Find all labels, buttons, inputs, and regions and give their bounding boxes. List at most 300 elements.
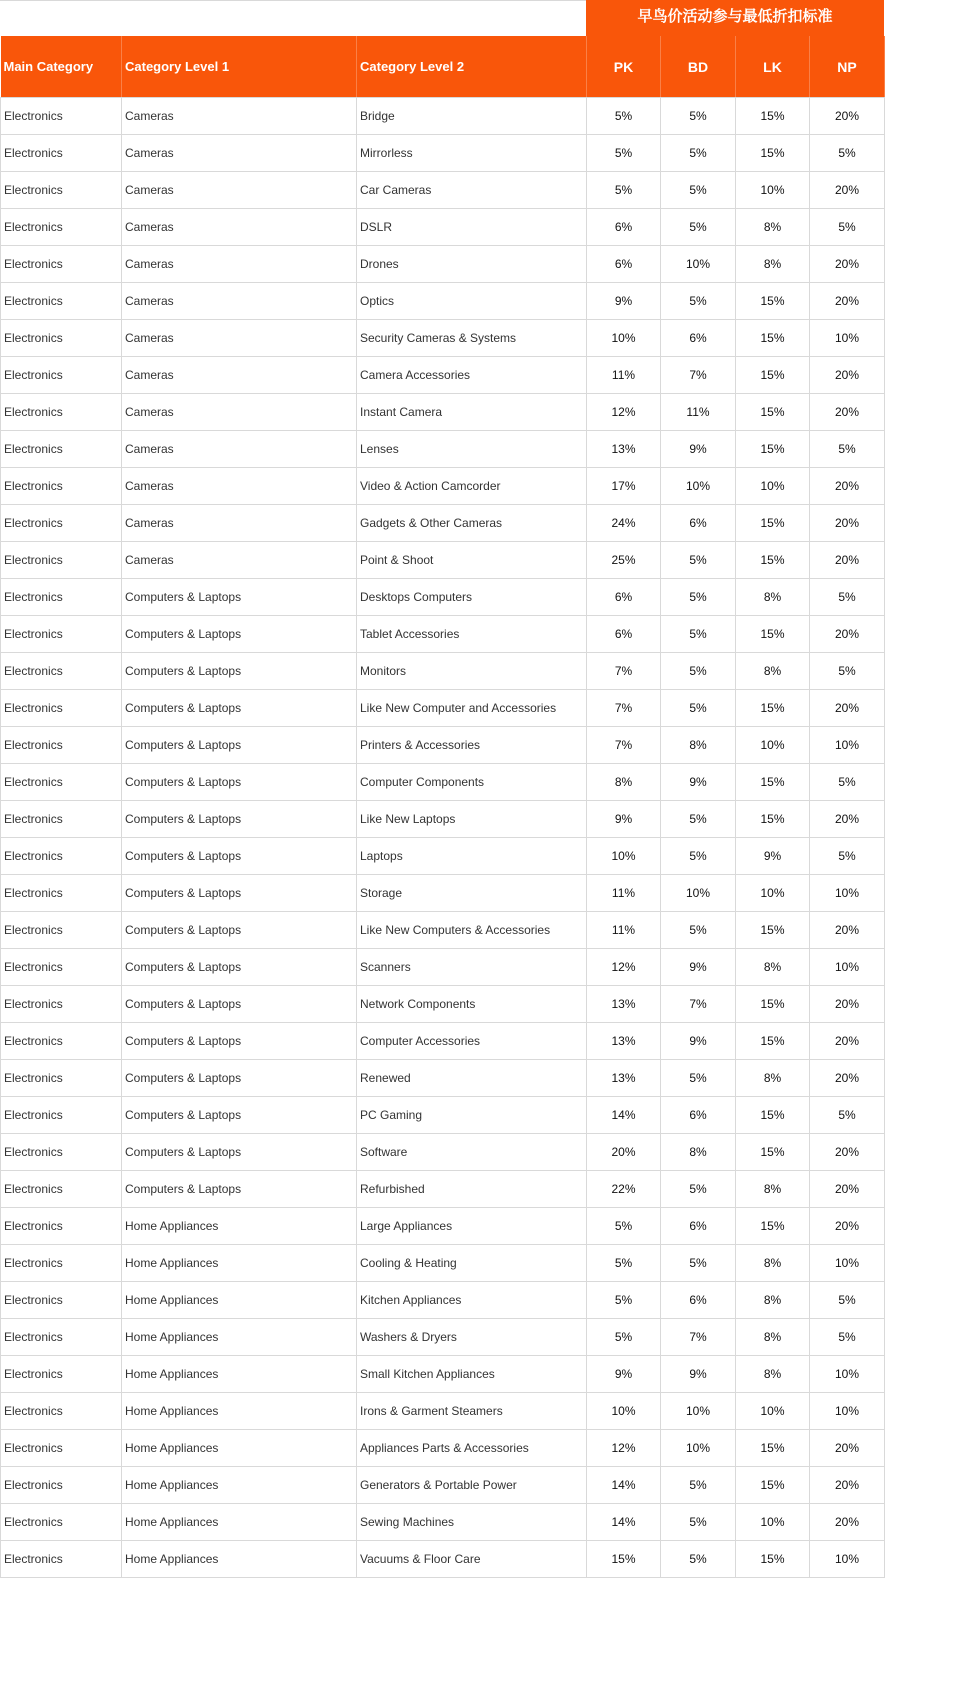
lk-cell: 10% <box>736 1504 810 1541</box>
category-level-1-cell: Computers & Laptops <box>122 912 357 949</box>
pk-cell: 6% <box>587 209 661 246</box>
lk-cell: 10% <box>736 1393 810 1430</box>
category-level-1-cell: Computers & Laptops <box>122 616 357 653</box>
category-level-1-cell: Cameras <box>122 98 357 135</box>
np-cell: 5% <box>810 135 885 172</box>
category-level-2-cell: Car Cameras <box>357 172 587 209</box>
category-level-1-cell: Cameras <box>122 431 357 468</box>
category-level-1-cell: Cameras <box>122 283 357 320</box>
bd-cell: 5% <box>661 838 736 875</box>
np-cell: 5% <box>810 838 885 875</box>
lk-cell: 15% <box>736 1023 810 1060</box>
lk-cell: 8% <box>736 209 810 246</box>
category-level-1-cell: Cameras <box>122 394 357 431</box>
table-row <box>1 209 885 246</box>
category-level-2-cell: Renewed <box>357 1060 587 1097</box>
bd-cell: 5% <box>661 1504 736 1541</box>
bd-cell: 6% <box>661 1282 736 1319</box>
table-row <box>1 838 885 875</box>
pk-cell: 10% <box>587 1393 661 1430</box>
discount-standard-header: 早鸟价活动参与最低折扣标准 <box>586 0 884 36</box>
main-category-cell: Electronics <box>1 838 122 875</box>
pk-cell: 5% <box>587 1319 661 1356</box>
main-category-cell: Electronics <box>1 1504 122 1541</box>
main-category-cell: Electronics <box>1 986 122 1023</box>
np-cell: 20% <box>810 394 885 431</box>
table-row <box>1 1245 885 1282</box>
table-row <box>1 468 885 505</box>
discount-table <box>0 36 885 1578</box>
bd-cell: 6% <box>661 1097 736 1134</box>
category-level-1-cell: Home Appliances <box>122 1282 357 1319</box>
pk-cell: 7% <box>587 690 661 727</box>
bd-cell: 5% <box>661 579 736 616</box>
np-cell: 20% <box>810 542 885 579</box>
main-category-cell: Electronics <box>1 283 122 320</box>
bd-cell: 7% <box>661 986 736 1023</box>
bd-cell: 5% <box>661 690 736 727</box>
np-cell: 20% <box>810 468 885 505</box>
category-level-2-cell: Desktops Computers <box>357 579 587 616</box>
np-cell: 20% <box>810 616 885 653</box>
pk-cell: 13% <box>587 1060 661 1097</box>
np-cell: 20% <box>810 283 885 320</box>
lk-cell: 8% <box>736 653 810 690</box>
pk-cell: 25% <box>587 542 661 579</box>
lk-cell: 15% <box>736 431 810 468</box>
pk-cell: 5% <box>587 98 661 135</box>
np-cell: 5% <box>810 579 885 616</box>
main-category-cell: Electronics <box>1 1467 122 1504</box>
table-row <box>1 616 885 653</box>
lk-cell: 15% <box>736 1134 810 1171</box>
category-level-2-cell: Printers & Accessories <box>357 727 587 764</box>
main-category-cell: Electronics <box>1 1541 122 1578</box>
category-level-2-cell: Monitors <box>357 653 587 690</box>
table-row <box>1 579 885 616</box>
main-category-cell: Electronics <box>1 1171 122 1208</box>
pk-cell: 5% <box>587 1282 661 1319</box>
pk-cell: 12% <box>587 394 661 431</box>
main-category-cell: Electronics <box>1 1060 122 1097</box>
pk-cell: 15% <box>587 1541 661 1578</box>
lk-cell: 8% <box>736 1171 810 1208</box>
lk-cell: 10% <box>736 468 810 505</box>
lk-cell: 15% <box>736 986 810 1023</box>
bd-cell: 6% <box>661 320 736 357</box>
category-level-1-cell: Cameras <box>122 542 357 579</box>
main-category-cell: Electronics <box>1 246 122 283</box>
np-cell: 10% <box>810 727 885 764</box>
category-level-1-cell: Home Appliances <box>122 1245 357 1282</box>
category-level-2-cell: Security Cameras & Systems <box>357 320 587 357</box>
main-category-cell: Electronics <box>1 98 122 135</box>
bd-cell: 10% <box>661 875 736 912</box>
bd-cell: 10% <box>661 246 736 283</box>
table-row <box>1 912 885 949</box>
category-level-2-cell: Like New Computer and Accessories <box>357 690 587 727</box>
category-level-2-cell: Gadgets & Other Cameras <box>357 505 587 542</box>
category-level-1-cell: Home Appliances <box>122 1319 357 1356</box>
lk-cell: 8% <box>736 1319 810 1356</box>
category-level-2-cell: Computer Components <box>357 764 587 801</box>
lk-cell: 8% <box>736 1060 810 1097</box>
category-level-1-cell: Computers & Laptops <box>122 1171 357 1208</box>
main-category-cell: Electronics <box>1 357 122 394</box>
lk-cell: 15% <box>736 1208 810 1245</box>
category-level-2-cell: Computer Accessories <box>357 1023 587 1060</box>
table-row <box>1 1097 885 1134</box>
table-row <box>1 98 885 135</box>
pk-cell: 20% <box>587 1134 661 1171</box>
main-category-cell: Electronics <box>1 727 122 764</box>
pk-cell: 10% <box>587 320 661 357</box>
category-level-1-cell: Computers & Laptops <box>122 653 357 690</box>
bd-cell: 5% <box>661 172 736 209</box>
category-level-1-cell: Computers & Laptops <box>122 727 357 764</box>
category-level-1-cell: Cameras <box>122 357 357 394</box>
category-level-2-cell: Washers & Dryers <box>357 1319 587 1356</box>
bd-cell: 5% <box>661 801 736 838</box>
category-level-2-cell: Lenses <box>357 431 587 468</box>
category-level-2-cell: Bridge <box>357 98 587 135</box>
np-cell: 5% <box>810 764 885 801</box>
category-level-2-cell: DSLR <box>357 209 587 246</box>
table-row <box>1 542 885 579</box>
pk-cell: 13% <box>587 431 661 468</box>
category-level-2-cell: PC Gaming <box>357 1097 587 1134</box>
pk-cell: 5% <box>587 1208 661 1245</box>
np-cell: 5% <box>810 209 885 246</box>
category-level-1-cell: Computers & Laptops <box>122 986 357 1023</box>
lk-cell: 15% <box>736 357 810 394</box>
category-level-2-cell: Instant Camera <box>357 394 587 431</box>
table-row <box>1 653 885 690</box>
np-cell: 5% <box>810 431 885 468</box>
np-cell: 10% <box>810 1393 885 1430</box>
category-level-1-cell: Home Appliances <box>122 1430 357 1467</box>
main-category-cell: Electronics <box>1 1393 122 1430</box>
category-level-1-cell: Home Appliances <box>122 1208 357 1245</box>
category-level-1-cell: Computers & Laptops <box>122 690 357 727</box>
main-category-cell: Electronics <box>1 1245 122 1282</box>
category-level-2-cell: Large Appliances <box>357 1208 587 1245</box>
lk-cell: 15% <box>736 1541 810 1578</box>
category-level-1-cell: Computers & Laptops <box>122 1023 357 1060</box>
lk-cell: 15% <box>736 98 810 135</box>
pk-cell: 5% <box>587 135 661 172</box>
bd-cell: 5% <box>661 135 736 172</box>
main-category-cell: Electronics <box>1 764 122 801</box>
category-level-1-cell: Computers & Laptops <box>122 579 357 616</box>
np-cell: 20% <box>810 912 885 949</box>
table-row <box>1 949 885 986</box>
np-cell: 20% <box>810 1023 885 1060</box>
bd-cell: 9% <box>661 1356 736 1393</box>
bd-cell: 10% <box>661 468 736 505</box>
header-row <box>1 36 885 98</box>
main-category-cell: Electronics <box>1 1097 122 1134</box>
pk-cell: 17% <box>587 468 661 505</box>
main-category-cell: Electronics <box>1 320 122 357</box>
table-row <box>1 764 885 801</box>
pk-cell: 5% <box>587 1245 661 1282</box>
table-row <box>1 986 885 1023</box>
np-cell: 10% <box>810 1245 885 1282</box>
category-level-2-cell: Laptops <box>357 838 587 875</box>
np-cell: 20% <box>810 172 885 209</box>
np-cell: 20% <box>810 246 885 283</box>
pk-cell: 14% <box>587 1504 661 1541</box>
table-row <box>1 172 885 209</box>
lk-cell: 15% <box>736 1097 810 1134</box>
main-category-cell: Electronics <box>1 912 122 949</box>
table-row <box>1 1430 885 1467</box>
lk-cell: 10% <box>736 875 810 912</box>
np-cell: 20% <box>810 986 885 1023</box>
category-level-2-cell: Like New Laptops <box>357 801 587 838</box>
main-category-cell: Electronics <box>1 394 122 431</box>
category-level-1-cell: Computers & Laptops <box>122 1097 357 1134</box>
bd-cell: 6% <box>661 505 736 542</box>
category-level-2-cell: Like New Computers & Accessories <box>357 912 587 949</box>
bd-cell: 9% <box>661 1023 736 1060</box>
category-level-2-cell: Video & Action Camcorder <box>357 468 587 505</box>
lk-cell: 15% <box>736 616 810 653</box>
table-row <box>1 357 885 394</box>
col-category-level-2: Category Level 2 <box>357 36 587 98</box>
main-category-cell: Electronics <box>1 542 122 579</box>
category-level-2-cell: Network Components <box>357 986 587 1023</box>
col-lk: LK <box>736 36 810 98</box>
category-level-1-cell: Computers & Laptops <box>122 1060 357 1097</box>
lk-cell: 15% <box>736 801 810 838</box>
main-category-cell: Electronics <box>1 1023 122 1060</box>
category-level-1-cell: Computers & Laptops <box>122 875 357 912</box>
category-level-2-cell: Sewing Machines <box>357 1504 587 1541</box>
category-level-2-cell: Drones <box>357 246 587 283</box>
pk-cell: 5% <box>587 172 661 209</box>
table-row <box>1 1282 885 1319</box>
lk-cell: 8% <box>736 1282 810 1319</box>
lk-cell: 10% <box>736 172 810 209</box>
bd-cell: 8% <box>661 727 736 764</box>
main-category-cell: Electronics <box>1 801 122 838</box>
category-level-2-cell: Irons & Garment Steamers <box>357 1393 587 1430</box>
category-level-1-cell: Home Appliances <box>122 1504 357 1541</box>
main-category-cell: Electronics <box>1 172 122 209</box>
table-row <box>1 135 885 172</box>
table-row <box>1 1467 885 1504</box>
category-level-2-cell: Tablet Accessories <box>357 616 587 653</box>
bd-cell: 11% <box>661 394 736 431</box>
table-row <box>1 1319 885 1356</box>
category-level-1-cell: Cameras <box>122 468 357 505</box>
main-category-cell: Electronics <box>1 616 122 653</box>
pk-cell: 12% <box>587 1430 661 1467</box>
category-level-1-cell: Cameras <box>122 505 357 542</box>
col-pk: PK <box>587 36 661 98</box>
lk-cell: 15% <box>736 1467 810 1504</box>
col-np: NP <box>810 36 885 98</box>
pk-cell: 8% <box>587 764 661 801</box>
lk-cell: 15% <box>736 283 810 320</box>
bd-cell: 10% <box>661 1393 736 1430</box>
main-category-cell: Electronics <box>1 1430 122 1467</box>
pk-cell: 9% <box>587 1356 661 1393</box>
pk-cell: 22% <box>587 1171 661 1208</box>
table-row <box>1 394 885 431</box>
pk-cell: 11% <box>587 912 661 949</box>
category-level-1-cell: Computers & Laptops <box>122 1134 357 1171</box>
pk-cell: 11% <box>587 875 661 912</box>
pk-cell: 24% <box>587 505 661 542</box>
category-level-2-cell: Storage <box>357 875 587 912</box>
bd-cell: 5% <box>661 1245 736 1282</box>
main-category-cell: Electronics <box>1 949 122 986</box>
bd-cell: 5% <box>661 1541 736 1578</box>
pk-cell: 6% <box>587 616 661 653</box>
pk-cell: 13% <box>587 986 661 1023</box>
pk-cell: 6% <box>587 579 661 616</box>
bd-cell: 5% <box>661 1060 736 1097</box>
np-cell: 20% <box>810 1430 885 1467</box>
main-category-cell: Electronics <box>1 1282 122 1319</box>
table-row <box>1 431 885 468</box>
bd-cell: 5% <box>661 542 736 579</box>
lk-cell: 15% <box>736 690 810 727</box>
bd-cell: 5% <box>661 209 736 246</box>
lk-cell: 10% <box>736 727 810 764</box>
pk-cell: 13% <box>587 1023 661 1060</box>
col-category-level-1: Category Level 1 <box>122 36 357 98</box>
np-cell: 10% <box>810 875 885 912</box>
table-row <box>1 283 885 320</box>
table-row <box>1 320 885 357</box>
np-cell: 20% <box>810 1467 885 1504</box>
category-level-1-cell: Computers & Laptops <box>122 764 357 801</box>
top-divider <box>0 0 586 1</box>
lk-cell: 8% <box>736 949 810 986</box>
main-category-cell: Electronics <box>1 653 122 690</box>
category-level-2-cell: Appliances Parts & Accessories <box>357 1430 587 1467</box>
bd-cell: 7% <box>661 357 736 394</box>
main-category-cell: Electronics <box>1 875 122 912</box>
lk-cell: 8% <box>736 246 810 283</box>
main-category-cell: Electronics <box>1 209 122 246</box>
np-cell: 20% <box>810 801 885 838</box>
pk-cell: 7% <box>587 653 661 690</box>
category-level-2-cell: Kitchen Appliances <box>357 1282 587 1319</box>
lk-cell: 8% <box>736 1356 810 1393</box>
table-row <box>1 246 885 283</box>
np-cell: 10% <box>810 320 885 357</box>
np-cell: 10% <box>810 949 885 986</box>
category-level-2-cell: Vacuums & Floor Care <box>357 1541 587 1578</box>
main-category-cell: Electronics <box>1 690 122 727</box>
table-row <box>1 1060 885 1097</box>
category-level-1-cell: Computers & Laptops <box>122 949 357 986</box>
table-row <box>1 801 885 838</box>
bd-cell: 5% <box>661 1171 736 1208</box>
category-level-1-cell: Home Appliances <box>122 1393 357 1430</box>
bd-cell: 5% <box>661 1467 736 1504</box>
lk-cell: 15% <box>736 320 810 357</box>
category-level-1-cell: Cameras <box>122 320 357 357</box>
category-level-2-cell: Small Kitchen Appliances <box>357 1356 587 1393</box>
category-level-2-cell: Optics <box>357 283 587 320</box>
category-level-2-cell: Point & Shoot <box>357 542 587 579</box>
lk-cell: 15% <box>736 764 810 801</box>
lk-cell: 15% <box>736 135 810 172</box>
np-cell: 20% <box>810 357 885 394</box>
table-row <box>1 1171 885 1208</box>
pk-cell: 11% <box>587 357 661 394</box>
pk-cell: 6% <box>587 246 661 283</box>
pk-cell: 7% <box>587 727 661 764</box>
table-body <box>1 98 885 1578</box>
table-row <box>1 1393 885 1430</box>
main-category-cell: Electronics <box>1 505 122 542</box>
lk-cell: 15% <box>736 1430 810 1467</box>
main-category-cell: Electronics <box>1 135 122 172</box>
category-level-1-cell: Computers & Laptops <box>122 801 357 838</box>
table-row <box>1 505 885 542</box>
bd-cell: 10% <box>661 1430 736 1467</box>
np-cell: 20% <box>810 1171 885 1208</box>
main-category-cell: Electronics <box>1 1208 122 1245</box>
pk-cell: 9% <box>587 801 661 838</box>
bd-cell: 9% <box>661 949 736 986</box>
category-level-2-cell: Scanners <box>357 949 587 986</box>
main-category-cell: Electronics <box>1 1356 122 1393</box>
bd-cell: 7% <box>661 1319 736 1356</box>
bd-cell: 5% <box>661 283 736 320</box>
np-cell: 5% <box>810 1282 885 1319</box>
lk-cell: 15% <box>736 394 810 431</box>
category-level-2-cell: Generators & Portable Power <box>357 1467 587 1504</box>
np-cell: 5% <box>810 1097 885 1134</box>
bd-cell: 5% <box>661 912 736 949</box>
col-bd: BD <box>661 36 736 98</box>
pk-cell: 9% <box>587 283 661 320</box>
category-level-2-cell: Software <box>357 1134 587 1171</box>
main-category-cell: Electronics <box>1 1319 122 1356</box>
pk-cell: 14% <box>587 1097 661 1134</box>
main-category-cell: Electronics <box>1 431 122 468</box>
table-row <box>1 727 885 764</box>
lk-cell: 15% <box>736 542 810 579</box>
table-row <box>1 690 885 727</box>
lk-cell: 15% <box>736 505 810 542</box>
category-level-1-cell: Home Appliances <box>122 1467 357 1504</box>
np-cell: 10% <box>810 1356 885 1393</box>
category-level-1-cell: Cameras <box>122 246 357 283</box>
bd-cell: 6% <box>661 1208 736 1245</box>
bd-cell: 5% <box>661 653 736 690</box>
category-level-1-cell: Cameras <box>122 209 357 246</box>
pk-cell: 14% <box>587 1467 661 1504</box>
np-cell: 20% <box>810 98 885 135</box>
np-cell: 10% <box>810 1541 885 1578</box>
category-level-2-cell: Cooling & Heating <box>357 1245 587 1282</box>
table-row <box>1 1208 885 1245</box>
np-cell: 20% <box>810 1060 885 1097</box>
bd-cell: 8% <box>661 1134 736 1171</box>
table-row <box>1 875 885 912</box>
table-row <box>1 1023 885 1060</box>
np-cell: 20% <box>810 505 885 542</box>
